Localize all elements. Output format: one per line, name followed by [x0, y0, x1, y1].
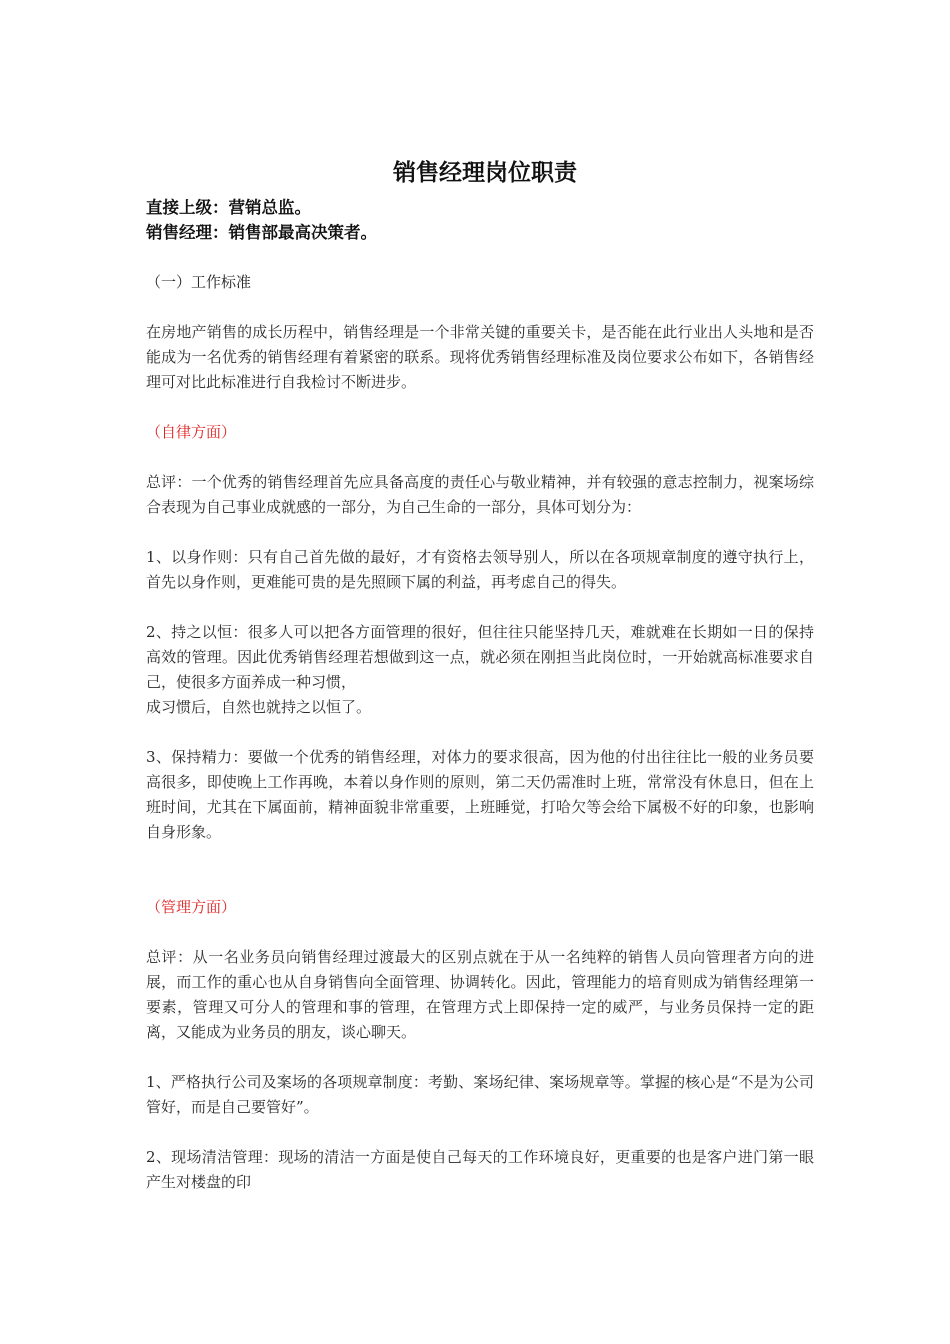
spacer: [146, 595, 814, 620]
self-discipline-item-2-continued: 成习惯后，自然也就持之以恒了。: [146, 698, 372, 716]
spacer: [146, 920, 814, 945]
spacer: [146, 720, 814, 745]
self-discipline-item-2: 2、持之以恒：很多人可以把各方面管理的很好，但往往只能坚持几天，难就难在长期如一日的保持高效的管理。因此优秀销售经理若想做到这一点，就必须在刚担当此岗位时，一开始就高标准要求自己，使很多方面养成一种习惯，: [146, 623, 814, 691]
spacer: [146, 1045, 814, 1070]
role-definition-line: 销售经理：销售部最高决策者。: [146, 223, 377, 242]
subheading-management: （管理方面）: [146, 898, 237, 916]
self-discipline-item-3: 3、保持精力：要做一个优秀的销售经理，对体力的要求很高，因为他的付出往往比一般的业务员要高很多，即使晚上工作再晚，本着以身作则的原则，第二天仍需准时上班，常常没有休息日，但在上班时间，尤其在下属面前，精神面貌非常重要，上班睡觉，打哈欠等会给下属极不好的印象，也影响自身形象。: [146, 748, 814, 841]
intro-paragraph: 在房地产销售的成长历程中，销售经理是一个非常关键的重要关卡，是否能在此行业出人头地和是否能成为一名优秀的销售经理有着紧密的联系。现将优秀销售经理标准及岗位要求公布如下，各销售经理可对比此标准进行自我检讨不断进步。: [146, 323, 814, 391]
self-discipline-item-1: 1、以身作则：只有自己首先做的最好，才有资格去领导别人，所以在各项规章制度的遵守执行上，首先以身作则，更难能可贵的是先照顾下属的利益，再考虑自己的得失。: [146, 548, 814, 591]
section-heading-work-standards: （一）工作标准: [146, 273, 252, 291]
self-discipline-summary: 总评：一个优秀的销售经理首先应具备高度的责任心与敬业精神，并有较强的意志控制力，视案场综合表现为自己事业成就感的一部分，为自己生命的一部分，具体可划分为：: [146, 473, 814, 516]
spacer: [146, 245, 814, 270]
spacer: [146, 295, 814, 320]
direct-superior-line: 直接上级：营销总监。: [146, 198, 311, 217]
spacer: [146, 845, 814, 895]
spacer: [146, 1120, 814, 1145]
management-summary: 总评：从一名业务员向销售经理过渡最大的区别点就在于从一名纯粹的销售人员向管理者方向的进展，而工作的重心也从自身销售向全面管理、协调转化。因此，管理能力的培育则成为销售经理第一要素，管理又可分人的管理和事的管理，在管理方式上即保持一定的威严，与业务员保持一定的距离，又能成为业务员的朋友，谈心聊天。: [146, 948, 814, 1041]
spacer: [146, 520, 814, 545]
page-title: 销售经理岗位职责: [393, 159, 577, 186]
document-page: [146, 155, 814, 1195]
spacer: [146, 445, 814, 470]
management-item-1: 1、严格执行公司及案场的各项规章制度：考勤、案场纪律、案场规章等。掌握的核心是“不是为公司管好，而是自己要管好”。: [146, 1073, 814, 1116]
management-item-2: 2、现场清洁管理：现场的清洁一方面是使自己每天的工作环境良好，更重要的也是客户进门第一眼产生对楼盘的印: [146, 1148, 814, 1191]
subheading-self-discipline: （自律方面）: [146, 423, 237, 441]
spacer: [146, 395, 814, 420]
